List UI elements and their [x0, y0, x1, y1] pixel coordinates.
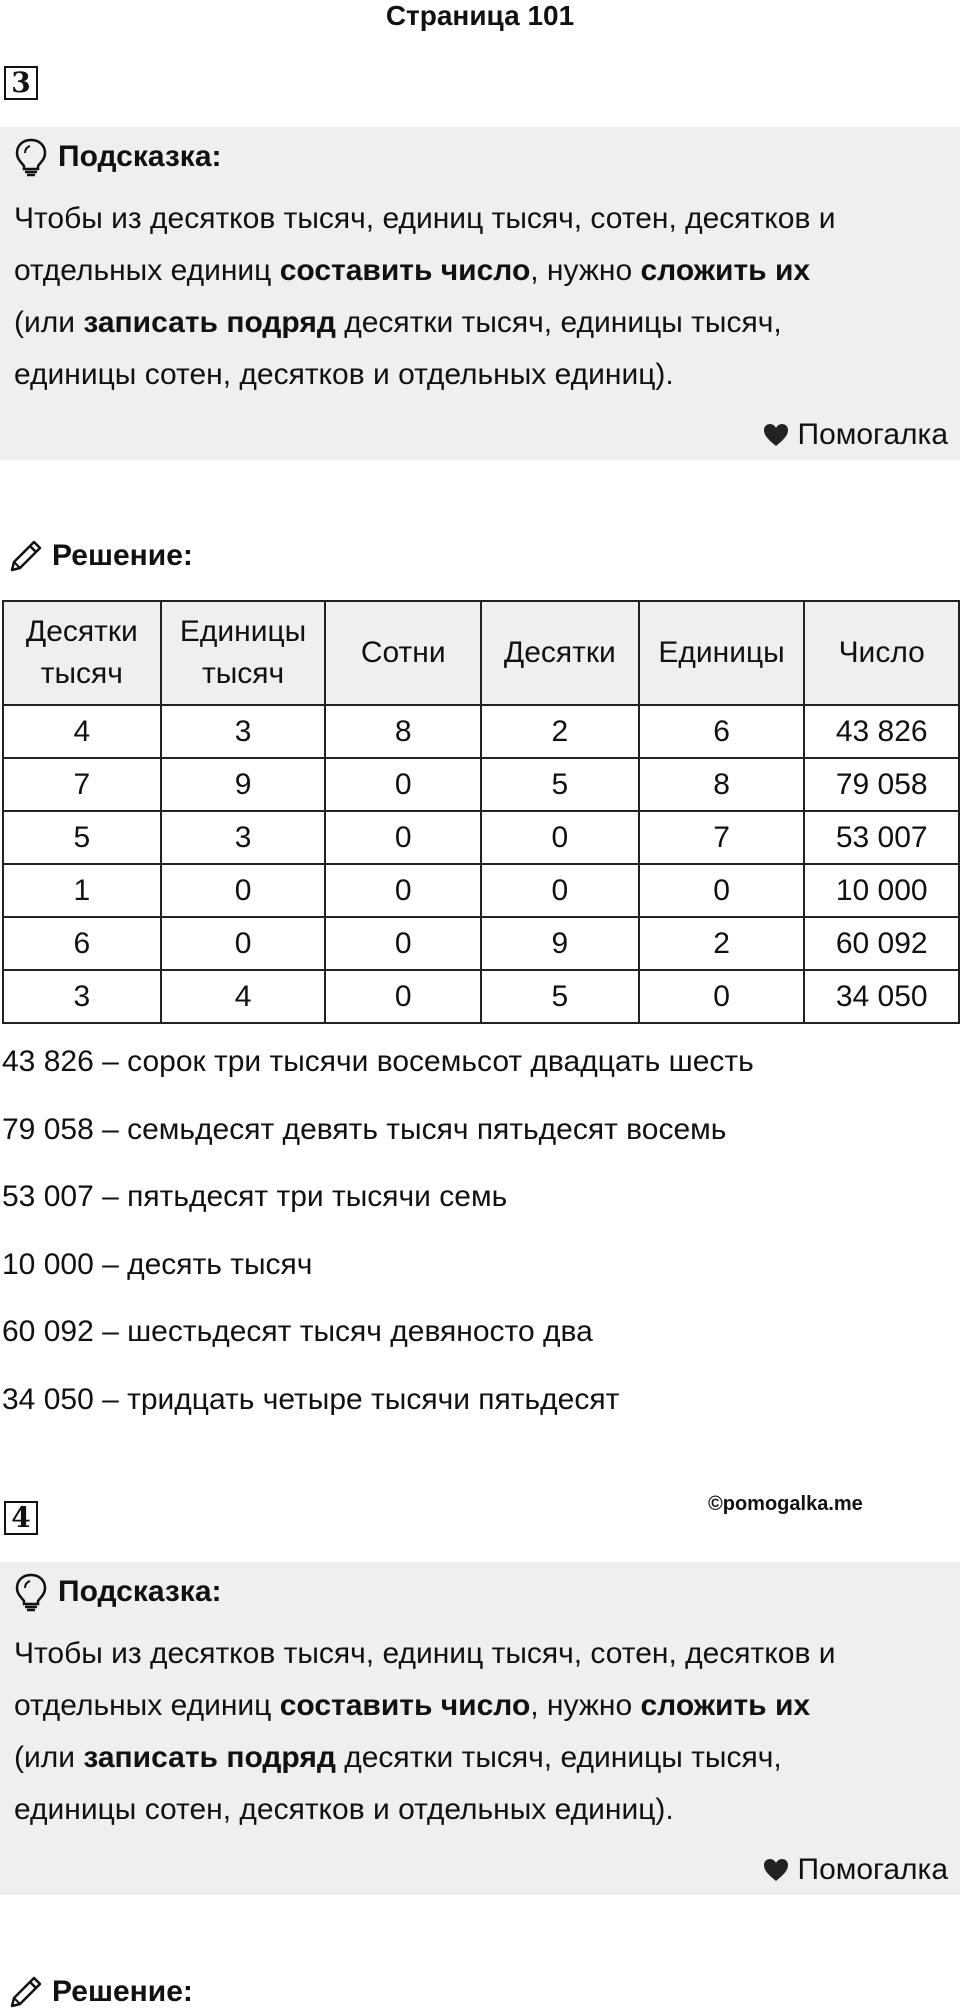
table-cell: 0: [325, 864, 481, 917]
table-cell: 5: [481, 970, 639, 1023]
brand-text: Помогалка: [797, 418, 948, 451]
table-cell: 3: [161, 811, 326, 864]
table-cell: 4: [3, 705, 161, 758]
brand-label: [762, 1850, 949, 1890]
table-cell: 1: [3, 864, 161, 917]
hint-line: (или записать подряд десятки тысяч, единицы тысяч,: [14, 306, 782, 339]
table-cell: 0: [325, 970, 481, 1023]
heart-icon: [762, 1857, 790, 1883]
hint-title: Подсказка:: [58, 140, 222, 173]
table-row: [3, 811, 959, 864]
answer-line: 34 050 – тридцать четыре тысячи пятьдесят: [2, 1382, 620, 1416]
pencil-icon: [8, 538, 44, 574]
table-cell: 10 000: [804, 864, 959, 917]
table-cell: 6: [3, 917, 161, 970]
solution-header-4: [8, 1970, 193, 2014]
brand-label: [762, 415, 949, 455]
table-cell: 0: [161, 864, 326, 917]
table-cell: 53 007: [804, 811, 959, 864]
hint-line: отдельных единиц составить число, нужно сложить их: [14, 254, 811, 287]
copyright: ©pomogalka.me: [708, 1493, 863, 1515]
table-cell: 3: [161, 705, 326, 758]
table-cell: 79 058: [804, 758, 959, 811]
table-cell: 43 826: [804, 705, 959, 758]
table-cell: 5: [3, 811, 161, 864]
table-cell: 6: [639, 705, 805, 758]
table-cell: 0: [481, 811, 639, 864]
table-cell: 8: [325, 705, 481, 758]
table-cell: 3: [3, 970, 161, 1023]
table-cell: 0: [639, 864, 805, 917]
answer-line: 43 826 – сорок три тысячи восемьсот двадцать шесть: [2, 1045, 754, 1078]
table-row: [3, 917, 959, 970]
hint-title: Подсказка:: [58, 1575, 222, 1608]
table-row: [3, 705, 959, 758]
table-row: [3, 970, 959, 1023]
hint-line: единицы сотен, десятков и отдельных единиц).: [14, 1793, 674, 1826]
table-row: [3, 758, 959, 811]
table-cell: 9: [481, 917, 639, 970]
table-cell: 2: [481, 705, 639, 758]
hint-line: Чтобы из десятков тысяч, единиц тысяч, сотен, десятков и: [14, 1637, 836, 1670]
solution-title: Решение:: [52, 1975, 193, 2008]
brand-text: Помогалка: [797, 1853, 948, 1886]
table-header-row: [3, 601, 959, 705]
hint-box-3: [0, 127, 960, 460]
col-header: Десятки: [481, 601, 639, 705]
table-cell: 60 092: [804, 917, 959, 970]
answer-line: 10 000 – десять тысяч: [2, 1247, 313, 1281]
answers-list: [2, 1042, 952, 1447]
heart-icon: [762, 422, 790, 448]
table-cell: 0: [325, 758, 481, 811]
col-header: Единицы: [639, 601, 805, 705]
hint-text: [14, 1628, 949, 1836]
answer-line: 60 092 – шестьдесят тысяч девяносто два: [2, 1315, 593, 1348]
table-cell: 4: [161, 970, 326, 1023]
pencil-icon: [8, 1974, 44, 2010]
table-cell: 34 050: [804, 970, 959, 1023]
col-header: Число: [804, 601, 959, 705]
table-cell: 2: [639, 917, 805, 970]
table-cell: 0: [481, 864, 639, 917]
table-cell: 0: [161, 917, 326, 970]
table-cell: 5: [481, 758, 639, 811]
solution-title: Решение:: [52, 539, 193, 572]
table-cell: 0: [639, 970, 805, 1023]
table-cell: 8: [639, 758, 805, 811]
table-cell: 0: [325, 917, 481, 970]
answer-line: 53 007 – пятьдесят три тысячи семь: [2, 1180, 508, 1213]
page-title: Страница 101: [385, 0, 575, 31]
lightbulb-icon: [14, 137, 48, 177]
hint-line: Чтобы из десятков тысяч, единиц тысяч, сотен, десятков и: [14, 202, 836, 235]
hint-line: единицы сотен, десятков и отдельных единиц).: [14, 358, 674, 391]
table-cell: 9: [161, 758, 326, 811]
hint-box-4: [0, 1562, 960, 1895]
table-cell: 7: [3, 758, 161, 811]
digits-table: [2, 600, 960, 1024]
solution-header-3: [8, 534, 193, 578]
table-cell: 7: [639, 811, 805, 864]
hint-line: (или записать подряд десятки тысяч, единицы тысяч,: [14, 1741, 782, 1774]
task-number-3: 3: [4, 66, 38, 100]
hint-text: [14, 193, 949, 401]
table-cell: 0: [325, 811, 481, 864]
col-header: Единицы тысяч: [161, 601, 326, 705]
col-header: Десятки тысяч: [3, 601, 161, 705]
hint-line: отдельных единиц составить число, нужно сложить их: [14, 1689, 811, 1722]
task-number-4: 4: [4, 1501, 38, 1535]
table-row: [3, 864, 959, 917]
answer-line: 79 058 – семьдесят девять тысяч пятьдесят восемь: [2, 1112, 727, 1146]
col-header: Сотни: [325, 601, 481, 705]
lightbulb-icon: [14, 1572, 48, 1612]
